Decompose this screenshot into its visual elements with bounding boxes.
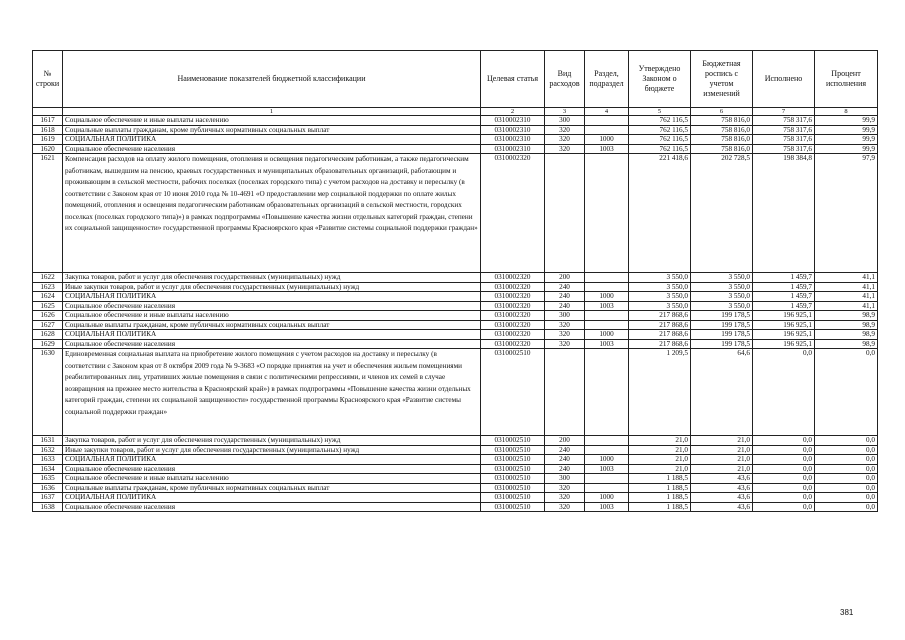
approved-amount: 217 868,6 [629,311,691,321]
section-code: 1003 [585,144,629,154]
expense-type [545,154,585,273]
expense-type: 300 [545,116,585,126]
execution-percent: 99,9 [815,116,878,126]
header-name: Наименование показателей бюджетной классификации [63,51,481,108]
approved-amount: 21,0 [629,436,691,446]
approved-amount: 217 868,6 [629,339,691,349]
schedule-amount: 199 178,5 [691,311,753,321]
row-number: 1619 [33,135,63,145]
approved-amount: 1 209,5 [629,349,691,436]
expense-type: 240 [545,292,585,302]
column-number-row [33,108,878,116]
table-row [33,493,878,503]
section-code [585,311,629,321]
expense-type: 320 [545,125,585,135]
budget-table [32,50,878,512]
target-article: 0310002510 [481,493,545,503]
expense-type: 240 [545,445,585,455]
row-number: 1623 [33,282,63,292]
schedule-amount: 21,0 [691,445,753,455]
executed-amount: 196 925,1 [753,311,815,321]
schedule-amount: 43,6 [691,502,753,512]
expense-type: 320 [545,135,585,145]
executed-amount: 0,0 [753,445,815,455]
table-body [33,116,878,512]
expense-type: 300 [545,474,585,484]
section-code [585,282,629,292]
approved-amount: 221 418,6 [629,154,691,273]
approved-amount: 21,0 [629,445,691,455]
table-row [33,144,878,154]
row-number: 1620 [33,144,63,154]
table-row [33,135,878,145]
schedule-amount: 43,6 [691,483,753,493]
table-row [33,455,878,465]
execution-percent: 0,0 [815,349,878,436]
target-article: 0310002320 [481,339,545,349]
schedule-amount: 64,6 [691,349,753,436]
table-row [33,273,878,283]
schedule-amount: 43,6 [691,493,753,503]
approved-amount: 3 550,0 [629,282,691,292]
approved-amount: 3 550,0 [629,273,691,283]
indicator-name: Социальное обеспечение населения [63,502,481,512]
target-article: 0310002320 [481,330,545,340]
table-row [33,320,878,330]
column-number: 8 [815,108,878,116]
approved-amount: 21,0 [629,464,691,474]
executed-amount: 0,0 [753,464,815,474]
executed-amount: 0,0 [753,493,815,503]
table-row [33,116,878,126]
schedule-amount: 3 550,0 [691,292,753,302]
table-row [33,154,878,273]
indicator-name: Социальные выплаты гражданам, кроме публичных нормативных социальных выплат [63,483,481,493]
schedule-amount: 199 178,5 [691,339,753,349]
indicator-name: Иные закупки товаров, работ и услуг для обеспечения государственных (муниципальных) нужд [63,282,481,292]
execution-percent: 41,1 [815,292,878,302]
row-number: 1629 [33,339,63,349]
header-executed: Исполнено [753,51,815,108]
header-target-article: Целевая статья [481,51,545,108]
table-header [33,51,878,116]
table-row [33,292,878,302]
indicator-name: СОЦИАЛЬНАЯ ПОЛИТИКА [63,455,481,465]
indicator-name: СОЦИАЛЬНАЯ ПОЛИТИКА [63,493,481,503]
approved-amount: 3 550,0 [629,292,691,302]
execution-percent: 41,1 [815,301,878,311]
schedule-amount: 21,0 [691,455,753,465]
executed-amount: 0,0 [753,455,815,465]
row-number: 1637 [33,493,63,503]
section-code: 1000 [585,493,629,503]
section-code: 1000 [585,135,629,145]
column-number: 2 [481,108,545,116]
column-number [33,108,63,116]
execution-percent: 99,9 [815,144,878,154]
execution-percent: 0,0 [815,493,878,503]
target-article: 0310002510 [481,474,545,484]
execution-percent: 99,9 [815,125,878,135]
table-row [33,339,878,349]
indicator-name: Социальные выплаты гражданам, кроме публичных нормативных социальных выплат [63,320,481,330]
section-code [585,116,629,126]
expense-type: 240 [545,282,585,292]
row-number: 1621 [33,154,63,273]
expense-type: 300 [545,311,585,321]
column-number: 6 [691,108,753,116]
executed-amount: 0,0 [753,436,815,446]
section-code: 1003 [585,301,629,311]
target-article: 0310002320 [481,301,545,311]
section-code: 1000 [585,330,629,340]
indicator-name: СОЦИАЛЬНАЯ ПОЛИТИКА [63,292,481,302]
indicator-name: Социальное обеспечение населения [63,301,481,311]
executed-amount: 0,0 [753,483,815,493]
column-number: 4 [585,108,629,116]
schedule-amount: 43,6 [691,474,753,484]
row-number: 1631 [33,436,63,446]
execution-percent: 98,9 [815,330,878,340]
execution-percent: 41,1 [815,273,878,283]
indicator-name: Единовременная социальная выплата на приобретение жилого помещения с учетом расходов на доставку и пересылку (в соответствии с Законом края от 8 октября 2009 года № 9-3683 «О порядке принятия на учет и обеспечения жильем помещениями реабилитированных лиц, утративших жилые помещения в связи с политическими репрессиями, и членов их семей в случае возвращения на прежнее место жительства в Красноярский край») в рамках подпрограммы «Повышение качества жизни отдельных категорий граждан, степени их социальной защищенности» государственной программы Красноярского края «Развитие системы социальной поддержки граждан» [63,349,481,436]
header-percent: Процент исполнения [815,51,878,108]
table-row [33,502,878,512]
section-code [585,474,629,484]
executed-amount: 758 317,6 [753,144,815,154]
table-row [33,445,878,455]
section-code [585,125,629,135]
executed-amount: 196 925,1 [753,320,815,330]
indicator-name: Социальное обеспечение населения [63,464,481,474]
row-number: 1627 [33,320,63,330]
table-row [33,464,878,474]
section-code [585,273,629,283]
column-number: 7 [753,108,815,116]
executed-amount: 758 317,6 [753,116,815,126]
approved-amount: 1 188,5 [629,502,691,512]
target-article: 0310002320 [481,320,545,330]
target-article: 0310002320 [481,282,545,292]
target-article: 0310002320 [481,154,545,273]
schedule-amount: 758 816,0 [691,116,753,126]
approved-amount: 1 188,5 [629,474,691,484]
approved-amount: 3 550,0 [629,301,691,311]
target-article: 0310002510 [481,349,545,436]
section-code [585,320,629,330]
executed-amount: 0,0 [753,349,815,436]
page-number: 381 [840,608,854,617]
expense-type: 240 [545,455,585,465]
approved-amount: 1 188,5 [629,483,691,493]
executed-amount: 196 925,1 [753,330,815,340]
table-row [33,301,878,311]
target-article: 0310002310 [481,144,545,154]
schedule-amount: 199 178,5 [691,330,753,340]
section-code [585,445,629,455]
table-row [33,311,878,321]
section-code: 1000 [585,292,629,302]
indicator-name: СОЦИАЛЬНАЯ ПОЛИТИКА [63,330,481,340]
execution-percent: 0,0 [815,464,878,474]
target-article: 0310002510 [481,436,545,446]
schedule-amount: 202 728,5 [691,154,753,273]
execution-percent: 98,9 [815,320,878,330]
indicator-name: Социальные выплаты гражданам, кроме публичных нормативных социальных выплат [63,125,481,135]
target-article: 0310002510 [481,464,545,474]
section-code: 1003 [585,339,629,349]
header-section: Раздел, подраздел [585,51,629,108]
row-number: 1638 [33,502,63,512]
target-article: 0310002310 [481,125,545,135]
execution-percent: 0,0 [815,436,878,446]
schedule-amount: 758 816,0 [691,135,753,145]
executed-amount: 0,0 [753,502,815,512]
indicator-name: Иные закупки товаров, работ и услуг для обеспечения государственных (муниципальных) нужд [63,445,481,455]
execution-percent: 98,9 [815,311,878,321]
section-code: 1003 [585,464,629,474]
expense-type: 200 [545,436,585,446]
row-number: 1625 [33,301,63,311]
expense-type [545,349,585,436]
execution-percent: 0,0 [815,455,878,465]
row-number: 1628 [33,330,63,340]
target-article: 0310002510 [481,483,545,493]
expense-type: 320 [545,493,585,503]
approved-amount: 762 116,5 [629,116,691,126]
expense-type: 320 [545,144,585,154]
target-article: 0310002510 [481,445,545,455]
section-code: 1003 [585,502,629,512]
expense-type: 320 [545,330,585,340]
schedule-amount: 199 178,5 [691,320,753,330]
section-code [585,436,629,446]
row-number: 1634 [33,464,63,474]
indicator-name: Компенсация расходов на оплату жилого помещения, отопления и освещения педагогическим работникам, а также педагогическим работникам, вышедшим на пенсию, краевых государственных и муниципальных образовательных организаций, работающим и проживающим в сельской местности, рабочих поселках (поселках городского типа) с учетом расходов на доставку и пересылку (в соответствии с Законом края от 10 июня 2010 года № 10-4691 «О предоставлении мер социальной поддержки по оплате жилых помещений, отопления и освещения педагогическим работникам образовательных организаций в сельской местности, городских поселках (поселках городского типа)») в рамках подпрограммы «Повышение качества жизни отдельных категорий граждан, степени их социальной защищенности» государственной программы Красноярского края «Развитие системы социальной поддержки граждан» [63,154,481,273]
execution-percent: 0,0 [815,474,878,484]
execution-percent: 0,0 [815,502,878,512]
schedule-amount: 3 550,0 [691,282,753,292]
indicator-name: Социальное обеспечение и иные выплаты населению [63,474,481,484]
schedule-amount: 758 816,0 [691,125,753,135]
executed-amount: 1 459,7 [753,301,815,311]
header-row-number: № строки [33,51,63,108]
table-row [33,483,878,493]
row-number: 1630 [33,349,63,436]
executed-amount: 1 459,7 [753,292,815,302]
target-article: 0310002310 [481,135,545,145]
section-code [585,483,629,493]
executed-amount: 758 317,6 [753,125,815,135]
schedule-amount: 3 550,0 [691,301,753,311]
row-number: 1635 [33,474,63,484]
execution-percent: 99,9 [815,135,878,145]
approved-amount: 217 868,6 [629,330,691,340]
row-number: 1636 [33,483,63,493]
approved-amount: 762 116,5 [629,135,691,145]
budget-sheet [32,50,877,512]
column-number: 3 [545,108,585,116]
indicator-name: Закупка товаров, работ и услуг для обеспечения государственных (муниципальных) нужд [63,273,481,283]
row-number: 1618 [33,125,63,135]
execution-percent: 0,0 [815,445,878,455]
executed-amount: 1 459,7 [753,273,815,283]
indicator-name: Социальное обеспечение и иные выплаты населению [63,116,481,126]
section-code: 1000 [585,455,629,465]
row-number: 1632 [33,445,63,455]
header-schedule: Бюджетная роспись с учетом изменений [691,51,753,108]
approved-amount: 1 188,5 [629,493,691,503]
expense-type: 320 [545,339,585,349]
table-row [33,349,878,436]
execution-percent: 0,0 [815,483,878,493]
row-number: 1617 [33,116,63,126]
executed-amount: 198 384,8 [753,154,815,273]
table-row [33,436,878,446]
column-number: 5 [629,108,691,116]
target-article: 0310002310 [481,116,545,126]
execution-percent: 41,1 [815,282,878,292]
column-number: 1 [63,108,481,116]
expense-type: 240 [545,464,585,474]
approved-amount: 762 116,5 [629,144,691,154]
indicator-name: Социальное обеспечение населения [63,144,481,154]
approved-amount: 21,0 [629,455,691,465]
executed-amount: 196 925,1 [753,339,815,349]
table-row [33,474,878,484]
target-article: 0310002320 [481,273,545,283]
row-number: 1633 [33,455,63,465]
expense-type: 200 [545,273,585,283]
header-expense-type: Вид расходов [545,51,585,108]
executed-amount: 1 459,7 [753,282,815,292]
row-number: 1626 [33,311,63,321]
indicator-name: Социальное обеспечение и иные выплаты населению [63,311,481,321]
indicator-name: Социальное обеспечение населения [63,339,481,349]
schedule-amount: 758 816,0 [691,144,753,154]
execution-percent: 98,9 [815,339,878,349]
header-approved: Утверждено Законом о бюджете [629,51,691,108]
row-number: 1622 [33,273,63,283]
target-article: 0310002320 [481,292,545,302]
target-article: 0310002510 [481,502,545,512]
expense-type: 320 [545,320,585,330]
indicator-name: СОЦИАЛЬНАЯ ПОЛИТИКА [63,135,481,145]
executed-amount: 758 317,6 [753,135,815,145]
section-code [585,154,629,273]
execution-percent: 97,9 [815,154,878,273]
approved-amount: 762 116,5 [629,125,691,135]
table-row [33,330,878,340]
target-article: 0310002510 [481,455,545,465]
table-row [33,125,878,135]
schedule-amount: 21,0 [691,436,753,446]
schedule-amount: 3 550,0 [691,273,753,283]
approved-amount: 217 868,6 [629,320,691,330]
expense-type: 320 [545,483,585,493]
expense-type: 240 [545,301,585,311]
indicator-name: Закупка товаров, работ и услуг для обеспечения государственных (муниципальных) нужд [63,436,481,446]
row-number: 1624 [33,292,63,302]
target-article: 0310002320 [481,311,545,321]
expense-type: 320 [545,502,585,512]
executed-amount: 0,0 [753,474,815,484]
section-code [585,349,629,436]
table-row [33,282,878,292]
schedule-amount: 21,0 [691,464,753,474]
